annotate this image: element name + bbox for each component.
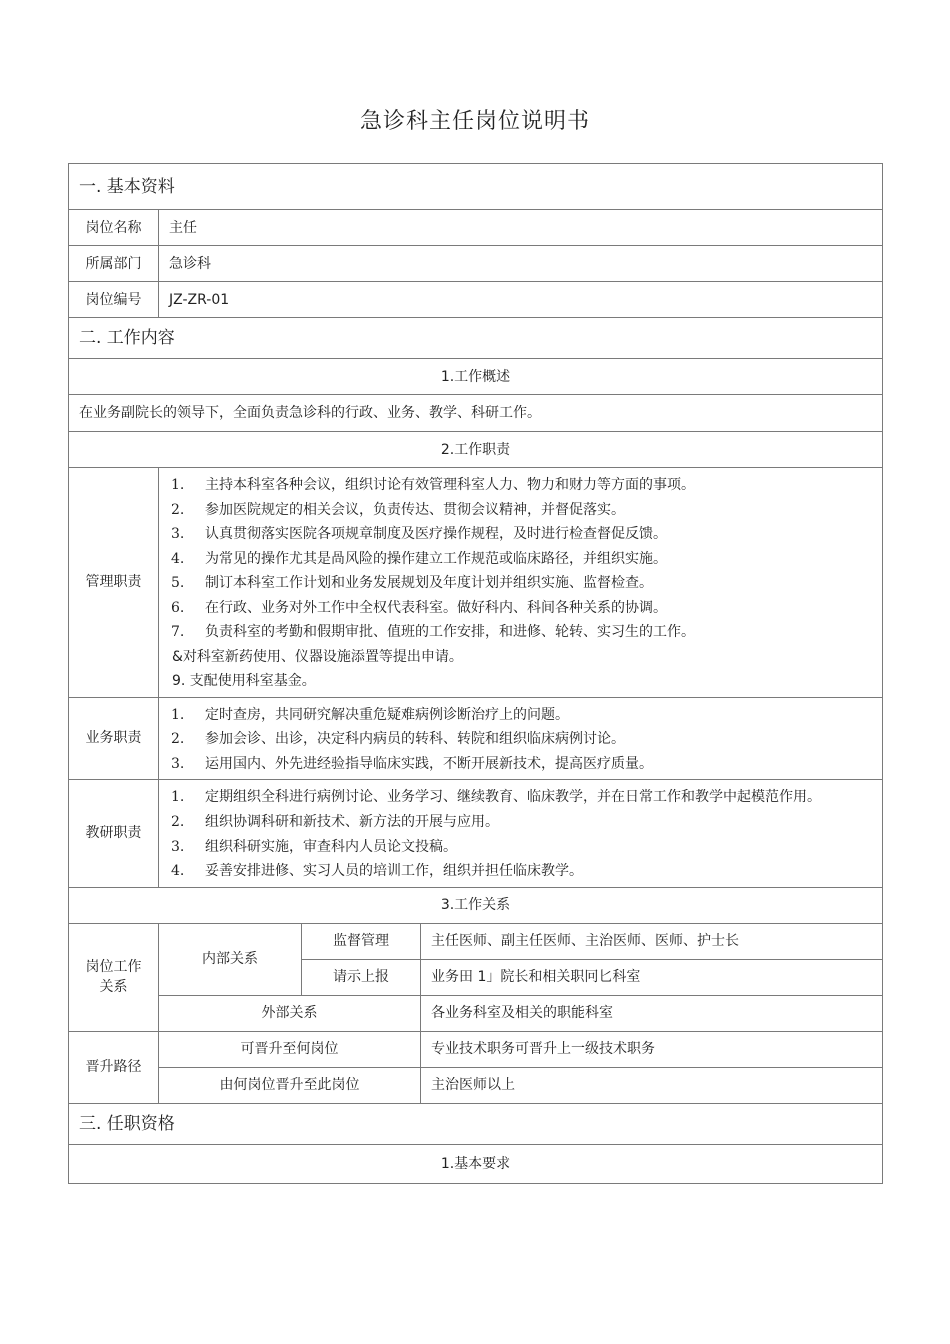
list-item: 6. 在行政、业务对外工作中全权代表科室。做好科内、科间各种关系的协调。: [171, 599, 667, 616]
table-row: [69, 246, 883, 282]
list-item: 3. 运用国内、外先进经验指导临床实践，不断开展新技术，提高医疗质量。: [171, 755, 653, 772]
list-item: 3. 认真贯彻落实医院各项规章制度及医疗操作规程，及时进行检查督促反馈。: [171, 526, 667, 542]
research-duties-label: 教研职责: [69, 780, 159, 888]
management-duties-list: [169, 468, 872, 697]
table-row: [69, 282, 883, 318]
external-relation-label: 外部关系: [159, 995, 421, 1031]
job-description-table: [68, 163, 883, 1184]
supervise-value: 主任医师、副主任医师、主治医师、医师、护士长: [421, 923, 883, 959]
section-1-heading: 一. 基本资料: [69, 164, 883, 210]
table-row: [69, 1144, 883, 1183]
position-code-label: 岗位编号: [69, 282, 159, 318]
overview-text: 在业务副院长的领导下，全面负责急诊科的行政、业务、教学、科研工作。: [69, 395, 883, 432]
basic-requirements-heading: 1.基本要求: [69, 1144, 883, 1183]
list-item: 3. 组织科研实施，审查科内人员论文投稿。: [171, 838, 457, 855]
list-item: 2. 参加会诊、出诊，决定科内病员的转科、转院和组织临床病例讨论。: [171, 731, 625, 747]
table-row: [69, 359, 883, 395]
promote-from-label: 由何岗位晋升至此岗位: [159, 1067, 421, 1103]
business-duties-label: 业务职责: [69, 697, 159, 780]
promotion-path-label: 晋升路径: [69, 1031, 159, 1103]
department-label: 所属部门: [69, 246, 159, 282]
promote-to-label: 可晋升至何岗位: [159, 1031, 421, 1067]
work-relation-label: 岗位工作关系: [69, 923, 159, 1031]
section-heading-basic-info: [69, 164, 883, 210]
table-row: [69, 210, 883, 246]
section-heading-work-content: [69, 318, 883, 359]
section-heading-qualifications: [69, 1103, 883, 1144]
business-duties-list: [169, 698, 872, 780]
report-value: 业务田 1」院长和相关职冋匕科室: [421, 959, 883, 995]
report-label: 请示上报: [302, 959, 421, 995]
table-row: [69, 1067, 883, 1103]
business-duties-row: [69, 697, 883, 780]
list-item: 9. 支配使用科室基金。: [172, 673, 316, 689]
list-item: 4. 为常见的操作尤其是咼风险的操作建立工作规范或临床路径，并组织实施。: [171, 550, 667, 567]
internal-relation-label: 内部关系: [159, 923, 302, 995]
promote-to-value: 专业技术职务可晋升上一级技术职务: [421, 1031, 883, 1067]
supervise-label: 监督管理: [302, 923, 421, 959]
external-relation-value: 各业务科室及相关的职能科室: [421, 995, 883, 1031]
research-duties-list: [169, 780, 872, 887]
table-row: [69, 923, 883, 959]
list-item: 7. 负责科室的考勤和假期审批、值班的工作安排，和进修、轮转、实习生的工作。: [171, 624, 695, 640]
list-item: &对科室新药使用、仪器设施添置等提出申请。: [172, 648, 463, 665]
duties-heading: 2.工作职责: [69, 432, 883, 468]
list-item: 2. 组织协调科研和新技术、新方法的开展与应用。: [171, 814, 499, 830]
list-item: 4. 妥善安排进修、实习人员的培训工作，组织并担任临床教学。: [171, 863, 583, 879]
list-item: 1. 定期组织全科进行病例讨论、业务学习、继续教育、临床教学，并在日常工作和教学中起模范作用。: [171, 789, 821, 805]
table-row: [69, 887, 883, 923]
overview-heading: 1.工作概述: [69, 359, 883, 395]
management-duties-row: [69, 468, 883, 698]
table-row: [69, 1031, 883, 1067]
position-name-value: 主任: [159, 210, 883, 246]
department-value: 急诊科: [159, 246, 883, 282]
list-item: 5. 制订本科室工作计划和业务发展规划及年度计划并组织实施、监督检查。: [171, 575, 653, 591]
management-duties-label: 管理职责: [69, 468, 159, 698]
position-name-label: 岗位名称: [69, 210, 159, 246]
table-row: [69, 995, 883, 1031]
list-item: 1. 主持本科室各种会议，组织讨论有效管理科室人力、物力和财力等方面的事项。: [171, 477, 695, 493]
research-duties-row: [69, 780, 883, 888]
list-item: 1. 定时查房，共同研究解决重危疑难病例诊断治疗上的问题。: [171, 706, 569, 723]
relations-heading: 3.工作关系: [69, 887, 883, 923]
section-3-heading: 三. 任职资格: [69, 1103, 883, 1144]
table-row: [69, 432, 883, 468]
page-title: 急诊科主任岗位说明书: [359, 109, 590, 134]
position-code-value: JZ-ZR-01: [159, 282, 883, 318]
promote-from-value: 主治医师以上: [421, 1067, 883, 1103]
section-2-heading: 二. 工作内容: [69, 318, 883, 359]
table-row: [69, 395, 883, 432]
list-item: 2. 参加医院规定的相关会议，负责传达、贯彻会议精神，并督促落实。: [171, 501, 625, 518]
